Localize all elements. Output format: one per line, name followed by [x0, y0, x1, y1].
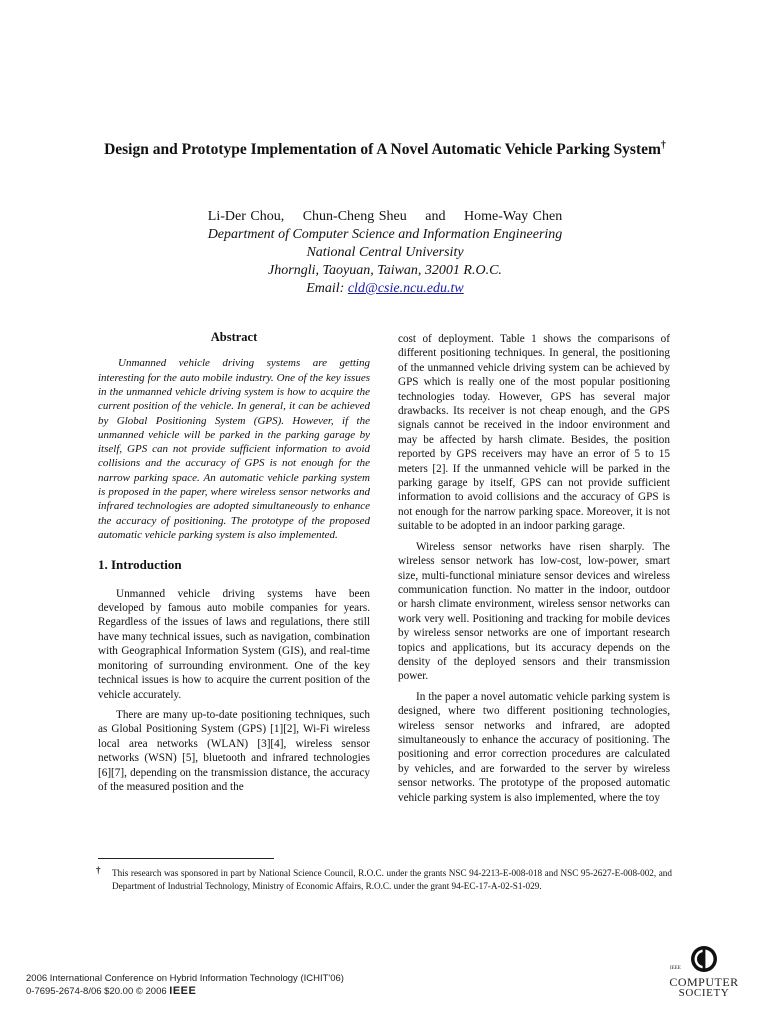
right-column: [398, 332, 670, 811]
computer-society-emblem-icon: [689, 944, 719, 974]
affiliation-address: Jhorngli, Taoyuan, Taiwan, 32001 R.O.C.: [268, 263, 502, 278]
ieee-logo: IEEE: [169, 985, 197, 997]
footnote: [96, 867, 672, 893]
footnote-text: This research was sponsored in part by National Science Council, R.O.C. under the grants NSC 94-2213-E-008-018 and NSC 95-2627-E-008-002, and Department of Industrial Technology, Ministry of Economic Affairs, R.O.C. under the grant 94-EC-17-A-02-S1-029.: [112, 868, 672, 891]
computer-society-line2: SOCIETY: [678, 987, 730, 999]
paper-title-text: Design and Prototype Implementation of A Novel Automatic Vehicle Parking System: [104, 141, 661, 159]
author-conjunction: and: [425, 209, 446, 224]
title-dagger: †: [660, 140, 666, 151]
intro-paragraph-2: There are many up-to-date positioning techniques, such as Global Positioning System (GPS) [1][2], Wi-Fi wireless local area networks (WLAN) [3][4], wireless sensor networks (WSN) [5], bluetooth and infrared technologies [6][7], depending on the transmission distance, the accuracy of the measured position and the: [98, 708, 370, 793]
affiliation-univ: National Central University: [306, 245, 464, 260]
email-line: [90, 280, 680, 298]
computer-society-line1: COMPUTER: [669, 975, 739, 989]
author-1: Li-Der Chou,: [207, 209, 285, 224]
author-names: [90, 208, 680, 226]
computer-society-logo: [662, 944, 746, 999]
paper-title: [90, 136, 680, 159]
author-block: [90, 208, 680, 298]
abstract-heading: Abstract: [210, 330, 258, 344]
author-2: Chun-Cheng Sheu: [302, 209, 407, 224]
isbn-text: 0-7695-2674-8/06 $20.00 © 2006: [26, 986, 167, 997]
abstract-text: Unmanned vehicle driving systems are getting interesting for the auto mobile industry. One of the key issues in the unmanned vehicle driving system is how to acquire the current position of the vehicle. In general, it can be achieved by Global Positioning System (GPS). However, if the unmanned vehicle will be parked in the parking garage by itself, GPS can not provide sufficient information to avoid collisions and the accuracy of GPS is not enough for the narrow parking space. An automatic vehicle parking system is proposed in the paper, where wireless sensor networks and infrared technologies are adopted simultaneously to enhance the accuracy of positioning. The prototype of the proposed automatic vehicle parking system is also implemented.: [98, 357, 370, 541]
conference-footer: [26, 973, 344, 998]
intro-paragraph-3: cost of deployment. Table 1 shows the comparisons of different positioning techniques. In general, the positioning of the unmanned vehicle driving system can be achieved by GPS which is really one of the most popular positioning technologies today. However, GPS has several major drawbacks. Its receiver is not cheap enough, and the GPS signals cannot be received in the indoor environment and may be affected by harsh climate. Besides, the position reported by GPS receivers may have an error of 5 to 15 meters [2]. If the unmanned vehicle will be parked in the parking garage by itself, GPS can not provide sufficient information to avoid collisions and the accuracy of GPS is not enough for the narrow parking space. Moreover, it is not suitable to be adopted in an indoor parking garage.: [398, 333, 670, 533]
section-heading-introduction: 1. Introduction: [98, 557, 182, 573]
email-label: Email:: [306, 281, 345, 296]
footnote-dagger: †: [96, 865, 101, 875]
author-3: Home-Way Chen: [463, 209, 563, 224]
isbn-line: [26, 985, 344, 998]
footnote-divider: [98, 858, 274, 859]
intro-paragraph-4: Wireless sensor networks have risen sharply. The wireless sensor network has low-cost, low-power, smart size, multi-functional miniature sensor devices and wireless communication function. No matter in the indoor, outdoor or harsh climate environment, wireless sensor networks can work very well. Positioning and tracking for mobile devices by wireless sensor networks are one of important research topics and applications, but its accuracy depends on the density of the deployed sensors and their transmission power.: [398, 540, 670, 683]
conference-name: 2006 International Conference on Hybrid Information Technology (ICHIT'06): [26, 973, 344, 984]
affiliation-dept: Department of Computer Science and Information Engineering: [207, 227, 563, 242]
email-link[interactable]: cld@csie.ncu.edu.tw: [347, 281, 464, 296]
intro-paragraph-1: Unmanned vehicle driving systems have been developed by famous auto mobile companies for years. Regardless of the issues of laws and regulations, there still have many technical issues, such as navigation, combination with Geographical Information System (GIS), and real-time monitoring of surrounding environment. One of the key technical issues is how to acquire the current position of the vehicle accurately.: [98, 587, 370, 701]
left-column: [98, 330, 370, 800]
computer-society-ieee-text: IEEE: [670, 966, 681, 971]
intro-paragraph-5: In the paper a novel automatic vehicle parking system is designed, where two different positioning technologies, wireless sensor networks and infrared, are adopted simultaneously to enhance the accuracy of positioning. The positioning and error correction procedures are calculated by vehicles, and are forwarded to the server by wireless sensor networks. The prototype of the proposed automatic vehicle parking system is also implemented, where the toy: [398, 690, 670, 804]
